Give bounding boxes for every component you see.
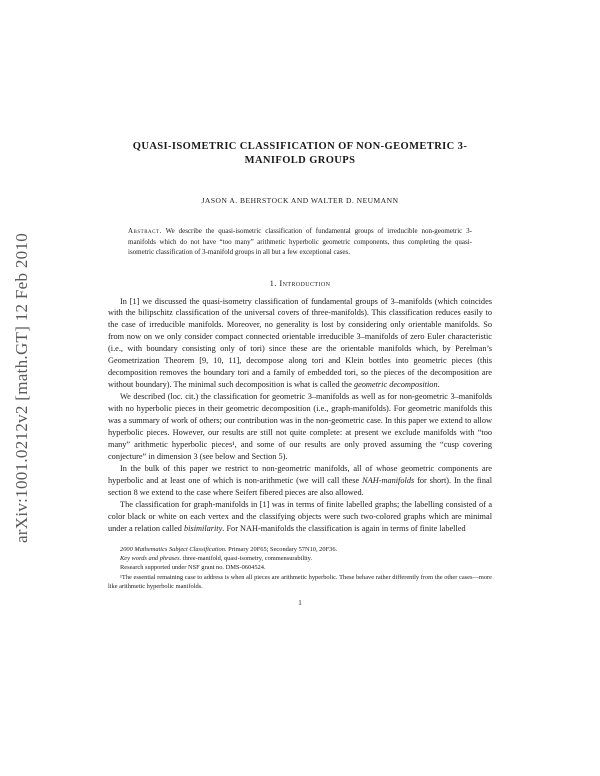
- abstract-label: Abstract.: [128, 227, 162, 235]
- footnote-keywords: [108, 554, 492, 563]
- paragraph-3: [108, 463, 492, 499]
- paragraph-1-end: .: [437, 380, 440, 390]
- term-bisimilarity: bisimilarity: [184, 523, 223, 533]
- page-number: 1: [298, 598, 302, 607]
- section-title: Introduction: [279, 277, 331, 288]
- paragraph-4-end: . For NAH-manifolds the classification is again in terms of finite labelled: [222, 523, 466, 533]
- footnote-msc-text: Primary 20F65; Secondary 57N10, 20F36.: [228, 545, 338, 553]
- paragraph-1: [108, 296, 492, 392]
- arxiv-identifier-text: arXiv:1001.0212v2 [math.GT] 12 Feb 2010: [12, 232, 32, 544]
- arxiv-identifier-stamp: [0, 0, 44, 776]
- section-heading: [108, 278, 492, 288]
- term-nah-manifolds: NAH-manifolds: [362, 475, 415, 485]
- paragraph-4: [108, 499, 492, 535]
- paragraph-3-start: In the bulk of this paper we restrict to non-geometric manifolds, all of whose geometric components are hyperbolic and at least one of which is non-arithmetic (we will call these: [108, 463, 492, 485]
- footnotes: [108, 545, 492, 592]
- paper-page: [108, 140, 492, 607]
- section-number: 1.: [269, 277, 277, 288]
- footnote-support: Research supported under NSF grant no. DMS-0604524.: [120, 564, 266, 572]
- paragraph-1-text: In [1] we discussed the quasi-isometry classification of fundamental groups of 3–manifolds (which coincides with the bilipschitz classification of the universal covers of three-manifolds). This classification reduces easily to the case of irreducible manifolds. Moreover, no generality is lost by considering only orientable manifolds. So from now on we only consider compact connected orientable irreducible 3–manifolds of zero Euler characteristic (i.e., with boundary consisting only of tori) since these are the orientable manifolds which, by Perelman’s Geometrization Theorem [9, 10, 11], decompose along tori and Klein bottles into geometric pieces (this decomposition removes the boundary tori and a family of embedded tori, so the pieces of the decomposition are without boundary). The minimal such decomposition is what is called the: [108, 296, 492, 390]
- paragraph-3-end: for short). In the final section 8 we extend to the case where Seifert fibered pieces are also allowed.: [108, 475, 493, 497]
- footnote-keywords-text: three-manifold, quasi-isometry, commensurability.: [182, 554, 313, 562]
- term-geometric-decomposition: geometric decomposition: [353, 380, 438, 390]
- footnote-1: ¹The essential remaining case to address is when all pieces are arithmetic hyperbolic. These behave rather differently from the other cases—more like arithmetic hyperbolic manifolds.: [108, 573, 492, 591]
- paper-authors: JASON A. BEHRSTOCK AND WALTER D. NEUMANN: [201, 196, 399, 205]
- paper-title: QUASI-ISOMETRIC CLASSIFICATION OF NON-GEOMETRIC 3-MANIFOLD GROUPS: [132, 141, 468, 166]
- paragraph-4-start: The classification for graph-manifolds in [1] was in terms of finite labelled graphs; the labelling consisted of a color black or white on each vertex and the classifying objects were such two-colored graphs which are minimal under a relation called: [108, 499, 492, 533]
- footnote-msc-label: 2000 Mathematics Subject Classification.: [120, 545, 227, 553]
- paragraph-2: We described (loc. cit.) the classification for geometric 3–manifolds as well as for non-geometric 3–manifolds with no hyperbolic pieces in their geometric decomposition (i.e., graph-manifolds). For geometric manifolds this was a summary of work of others; our contribution was in the non-geometric case. In this paper we extend to allow hyperbolic pieces. However, our results are still not quite complete: at present we exclude manifolds with “too many” arithmetic hyperbolic pieces¹, and some of our results are only proved assuming the “cusp covering conjecture” in dimension 3 (see below and Section 5).: [108, 392, 492, 461]
- abstract-text: We describe the quasi-isometric classification of fundamental groups of irreducible non-geometric 3-manifolds which do not have “too many” arithmetic hyperbolic geometric components, thus completing the quasi-isometric classification of 3-manifold groups in all but a few exceptional cases.: [128, 227, 472, 256]
- footnote-keywords-label: Key words and phrases.: [120, 554, 182, 562]
- abstract: [128, 226, 472, 258]
- footnote-msc: [108, 545, 492, 554]
